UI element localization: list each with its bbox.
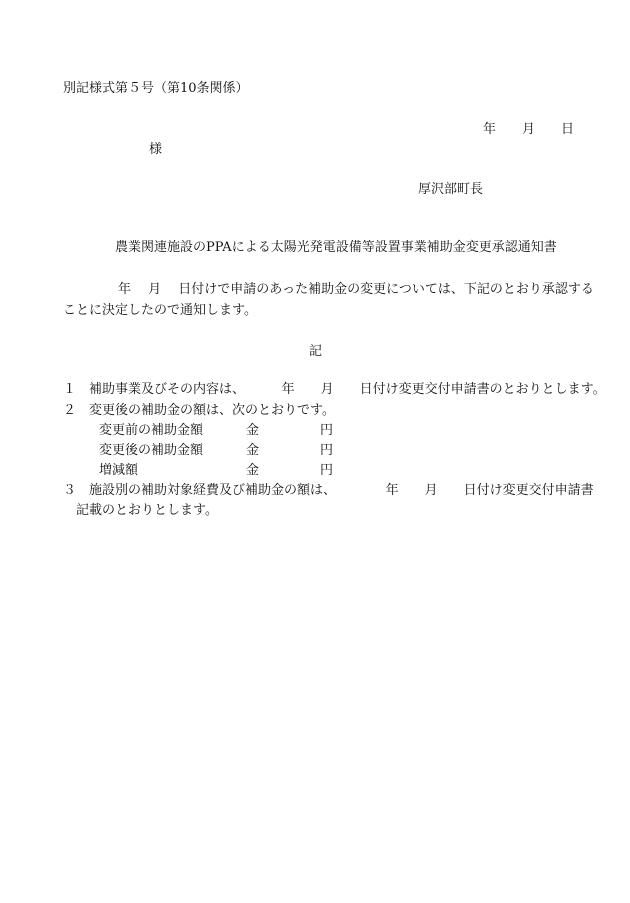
amount-row-yen: 円 bbox=[320, 423, 334, 438]
amount-row-yen: 円 bbox=[320, 443, 334, 458]
item-3-line-2: 記載のとおりとします。 bbox=[76, 503, 218, 518]
amount-row-label: 変更後の補助金額 bbox=[99, 443, 204, 458]
body-line-1: 年 月 日付けで申請のあった補助金の変更については、下記のとおり承認する bbox=[118, 282, 594, 297]
amount-row-yen: 円 bbox=[320, 463, 334, 478]
body-line-2: ことに決定したので通知します。 bbox=[63, 303, 257, 318]
ki-heading: 記 bbox=[309, 344, 323, 359]
item-2: ２ 変更後の補助金の額は、次のとおりです。 bbox=[63, 403, 335, 418]
addressee-suffix: 様 bbox=[149, 142, 163, 157]
item-3-line-1: ３ 施設別の補助対象経費及び補助金の額は、 年 月 日付け変更交付申請書 bbox=[63, 483, 594, 498]
form-number-label: 別記様式第５号（第10条関係） bbox=[63, 81, 249, 96]
amount-row-kin: 金 bbox=[246, 463, 260, 478]
sender-name: 厚沢部町長 bbox=[418, 182, 484, 197]
item-1: １ 補助事業及びその内容は、 年 月 日付け変更交付申請書のとおりとします。 bbox=[63, 382, 606, 397]
date-line: 年 月 日 bbox=[483, 122, 575, 137]
amount-row-label: 増減額 bbox=[99, 463, 139, 478]
document-title: 農業関連施設のPPAによる太陽光発電設備等設置事業補助金変更承認通知書 bbox=[115, 240, 557, 255]
amount-row-label: 変更前の補助金額 bbox=[99, 423, 204, 438]
amount-row-kin: 金 bbox=[246, 443, 260, 458]
amount-row-kin: 金 bbox=[246, 423, 260, 438]
